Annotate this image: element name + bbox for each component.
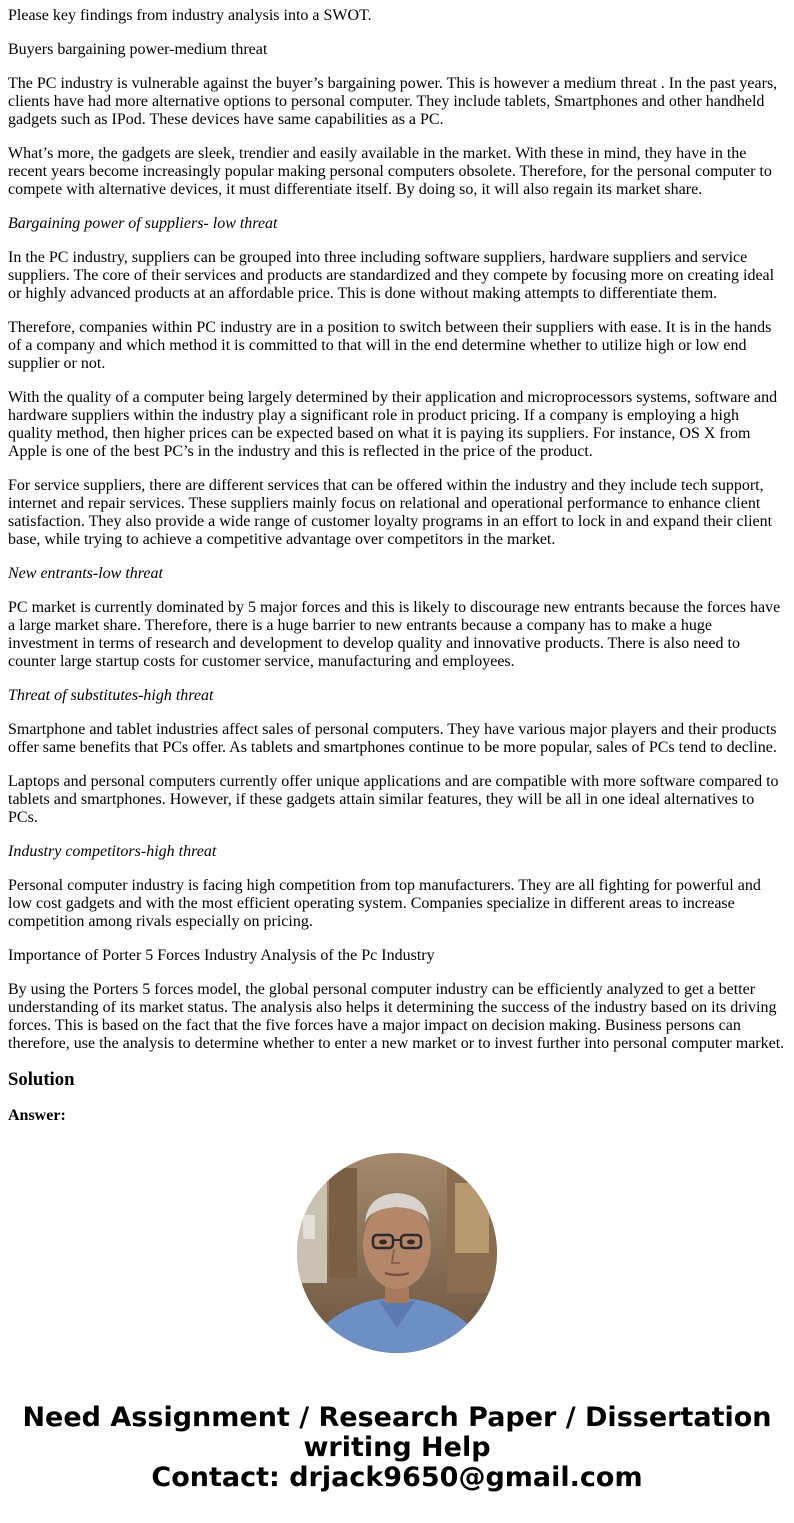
paragraph: What’s more, the gadgets are sleek, trendier and easily available in the market. With these in mind, they have in the recent years become increasingly popular making personal computers obsolete. Therefore, for the personal computer to compete with alternative devices, it must differentiate itself. By doing so, it will also regain its market share. bbox=[8, 145, 772, 198]
promo-line-1: Need Assignment / Research Paper / Dissertation bbox=[22, 1402, 772, 1433]
section-heading-entrants: New entrants-low threat bbox=[8, 565, 163, 582]
article-body bbox=[8, 0, 786, 1122]
section-heading-suppliers: Bargaining power of suppliers- low threat bbox=[8, 215, 278, 232]
promo-line-2: writing Help bbox=[303, 1432, 491, 1463]
paragraph: PC market is currently dominated by 5 major forces and this is likely to discourage new entrants because the forces have a large market share. Therefore, there is a huge barrier to new entrants because a company has to make a huge investment in terms of research and development to develop quality and innovative products. There is also need to counter large startup costs for customer service, manufacturing and employees. bbox=[8, 599, 781, 670]
paragraph: For service suppliers, there are different services that can be offered within the industry and they include tech support, internet and repair services. These suppliers mainly focus on relational and operational performance to enhance client satisfaction. They also provide a wide range of customer loyalty programs in an effort to lock in and expand their client base, while trying to achieve a competitive advantage over competitors in the market. bbox=[8, 477, 773, 548]
paragraph: By using the Porters 5 forces model, the global personal computer industry can be efficiently analyzed to get a better understanding of its market status. The analysis also helps it determining the success of the industry based on its driving forces. This is based on the fact that the five forces have a major impact on decision making. Business persons can therefore, use the analysis to determine whether to enter a new market or to invest further into personal computer market. bbox=[8, 981, 785, 1052]
author-photo bbox=[297, 1153, 497, 1353]
paragraph: The PC industry is vulnerable against the buyer’s bargaining power. This is however a medium threat . In the past years, clients have had more alternative options to personal computer. They include tablets, Smartphones and other handheld gadgets such as IPod. These devices have same capabilities as a PC. bbox=[8, 75, 778, 128]
section-heading-buyers: Buyers bargaining power-medium threat bbox=[8, 41, 268, 58]
section-heading-competitors: Industry competitors-high threat bbox=[8, 843, 217, 860]
paragraph: In the PC industry, suppliers can be grouped into three including software suppliers, hardware suppliers and service suppliers. The core of their services and products are standardized and they compete by focusing more on creating ideal or highly advanced products at an affordable price. This is done without making attempts to differentiate them. bbox=[8, 249, 775, 302]
paragraph: Smartphone and tablet industries affect sales of personal computers. They have various major players and their products offer same benefits that PCs offer. As tablets and smartphones continue to be more popular, sales of PCs tend to decline. bbox=[8, 721, 777, 756]
paragraph: Personal computer industry is facing high competition from top manufacturers. They are all fighting for powerful and low cost gadgets and with the most efficient operating system. Companies specialize in different areas to increase competition among rivals especially on pricing. bbox=[8, 877, 761, 930]
solution-heading: Solution bbox=[8, 1069, 75, 1090]
section-heading-importance: Importance of Porter 5 Forces Industry Analysis of the Pc Industry bbox=[8, 947, 435, 964]
paragraph: Laptops and personal computers currently offer unique applications and are compatible with more software compared to tablets and smartphones. However, if these gadgets attain similar features, they will be all in one ideal alternatives to PCs. bbox=[8, 773, 779, 826]
portrait-illustration bbox=[297, 1153, 497, 1353]
paragraph: With the quality of a computer being largely determined by their application and microprocessors systems, software and hardware suppliers within the industry play a significant role in product pricing. If a company is employing a high quality method, then higher prices can be expected based on what it is paying its suppliers. For instance, OS X from Apple is one of the best PC’s in the industry and this is reflected in the price of the product. bbox=[8, 389, 778, 460]
answer-label: Answer: bbox=[8, 1107, 66, 1122]
promo-contact: Contact: drjack9650@gmail.com bbox=[151, 1462, 643, 1493]
section-heading-substitutes: Threat of substitutes-high threat bbox=[8, 687, 214, 704]
intro-text: Please key findings from industry analysis into a SWOT. bbox=[8, 7, 372, 24]
paragraph: Therefore, companies within PC industry are in a position to switch between their suppliers with ease. It is in the hands of a company and which method it is committed to that will in the end determine whether to utilize high or low end supplier or not. bbox=[8, 319, 772, 372]
promo-banner bbox=[0, 1403, 794, 1493]
